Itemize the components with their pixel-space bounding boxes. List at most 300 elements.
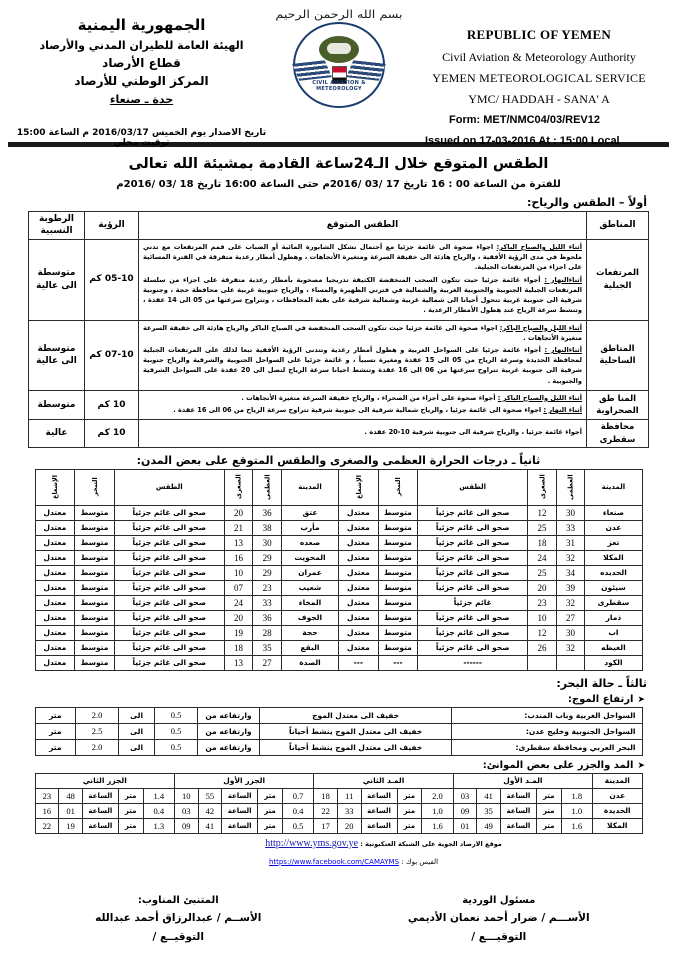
radiation-cell: معتدل — [35, 655, 75, 670]
weather-cell: صحو الى غائم جزئياً — [418, 625, 528, 640]
supervisor-name: الأســـم / ضرار أحمد نعمان الأديمي — [407, 912, 590, 925]
evaporation-cell: متوسط — [378, 535, 418, 550]
weather-cell: صحو الى غائم جزئياً — [418, 580, 528, 595]
radiation-cell: معتدل — [339, 565, 379, 580]
region-humidity: متوسطة الى عالية — [29, 240, 85, 321]
height-label-cell: وارتفاعه من — [197, 707, 259, 723]
col-min-temp: الصغرى — [528, 469, 557, 505]
weather-cell: صحو الى غائم جزئياً — [418, 610, 528, 625]
ebb-2-time-hour-cell: 22 — [35, 818, 59, 833]
flood-2-time-label-cell: الساعة — [361, 803, 397, 818]
min-temp-cell: 13 — [224, 655, 253, 670]
max-temp-cell: 30 — [253, 535, 282, 550]
evaporation-cell: متوسط — [75, 520, 115, 535]
radiation-cell: معتدل — [35, 505, 75, 520]
authority-name-en: Civil Aviation & Meteorology Authority — [442, 49, 636, 64]
height-unit-cell: متر — [35, 707, 76, 723]
ebb-1-height-cell: 0.7 — [282, 788, 313, 803]
table-header-row — [35, 773, 642, 788]
ebb-1-time-label-cell: الساعة — [222, 818, 258, 833]
ebb-2-time-label-cell: الساعة — [82, 803, 118, 818]
table-row — [35, 788, 642, 803]
city-cell: حجة — [281, 625, 338, 640]
temperature-table-body — [35, 505, 642, 670]
ebb-2-height-cell: 1.4 — [143, 788, 174, 803]
ebb-1-height-unit-cell: متر — [258, 803, 283, 818]
flood-2-time-min-cell: 33 — [337, 803, 361, 818]
weather-cell: صحو الى غائم جزئياً — [114, 640, 224, 655]
region-visibility: 07-10 كم — [85, 320, 139, 390]
city-cell: الصدة — [281, 655, 338, 670]
min-temp-cell: 10 — [528, 610, 557, 625]
evaporation-cell: متوسط — [378, 550, 418, 565]
col-evaporation: التبخر — [378, 469, 418, 505]
col-weather: الطقس — [418, 469, 528, 505]
flood-1-height-cell: 1.0 — [561, 803, 592, 818]
max-temp-cell: 29 — [253, 550, 282, 565]
ebb-2-height-cell: 0.4 — [143, 803, 174, 818]
weather-cell: صحو الى غائم جزئياً — [114, 580, 224, 595]
region-name: المناطق الساحلية — [587, 320, 649, 390]
flood-2-time-hour-cell: 17 — [314, 818, 338, 833]
temperature-table — [35, 469, 643, 671]
min-temp-cell: 20 — [224, 505, 253, 520]
region-forecast — [139, 240, 587, 321]
table-row — [35, 739, 642, 755]
radiation-cell: معتدل — [35, 595, 75, 610]
evaporation-cell: متوسط — [75, 625, 115, 640]
max-temp-cell: 30 — [556, 625, 585, 640]
min-temp-cell: 13 — [224, 535, 253, 550]
evaporation-cell: متوسط — [378, 565, 418, 580]
tide-city-cell: عدن — [593, 788, 642, 803]
col-ebb-1: الجزر الأول — [175, 773, 314, 788]
min-temp-cell: 18 — [224, 640, 253, 655]
night-text: أجواء غائمة جزئيا ، والرياح شرقية الى جنوبية شرقية 10-20 عقدة . — [364, 428, 582, 437]
radiation-cell: --- — [339, 655, 379, 670]
city-cell: صعده — [281, 535, 338, 550]
region-name: المرتفعات الجبلية — [587, 240, 649, 321]
col-flood-1: المـد الأول — [453, 773, 592, 788]
facebook-label: الفيس بوك : — [401, 857, 439, 866]
region-forecast — [139, 320, 587, 390]
website-label: موقع الارصاد الجوية على الشبكة العنكبوتية : — [360, 839, 502, 848]
city-cell: صنعاء — [585, 505, 642, 520]
issue-date-ar: تاريخ الاصدار يوم الخميس 2016/03/17 م الساعة 15:00 توقيت محلي — [16, 127, 267, 148]
flood-1-time-min-cell: 35 — [477, 803, 501, 818]
radiation-cell: معتدل — [35, 565, 75, 580]
region-humidity: عالية — [29, 420, 85, 448]
night-label: أثناء الليل والصباح الباكر: — [496, 243, 582, 251]
evaporation-cell: متوسط — [75, 565, 115, 580]
weather-cell: صحو الى غائم جزئياً — [114, 535, 224, 550]
night-label: أثناء الليل والصباح الباكر : — [497, 393, 582, 402]
table-row — [35, 550, 642, 565]
day-label: أثناءالنهار : — [544, 345, 582, 354]
max-temp-cell: 28 — [253, 625, 282, 640]
height-to-cell: 2.0 — [76, 707, 119, 723]
city-cell: مأرب — [281, 520, 338, 535]
table-row — [35, 803, 642, 818]
ebb-2-time-min-cell: 48 — [59, 788, 83, 803]
city-cell: الغيظه — [585, 640, 642, 655]
col-radiation: الإشعاع — [35, 469, 75, 505]
header-arabic-block — [14, 8, 269, 148]
col-visibility: الرؤية — [85, 212, 139, 240]
coast-name-cell: البحر العربي ومحافظة سقطرى: — [452, 739, 642, 755]
region-forecast — [139, 390, 587, 419]
day-label: أثناء النهار : — [543, 406, 582, 415]
facebook-link[interactable]: https://www.facebook.com/CAMAYMS — [268, 857, 400, 866]
city-cell: المخاء — [281, 595, 338, 610]
logo-block — [269, 8, 409, 108]
min-temp-cell: 18 — [528, 535, 557, 550]
flood-2-time-label-cell: الساعة — [361, 788, 397, 803]
ebb-1-time-hour-cell: 09 — [175, 818, 199, 833]
height-from-cell: 0.5 — [155, 739, 198, 755]
radiation-cell: معتدل — [339, 625, 379, 640]
website-row — [0, 838, 677, 849]
radiation-cell: معتدل — [339, 535, 379, 550]
radiation-cell: معتدل — [339, 640, 379, 655]
min-temp-cell: 12 — [528, 625, 557, 640]
flood-2-time-hour-cell: 22 — [314, 803, 338, 818]
ebb-2-height-unit-cell: متر — [118, 788, 143, 803]
city-cell: عدن — [585, 520, 642, 535]
table-row — [35, 640, 642, 655]
center-name-ar: المركز الوطني للأرصاد — [74, 74, 209, 89]
city-cell: المكلا — [585, 550, 642, 565]
evaporation-cell: متوسط — [75, 640, 115, 655]
header-english-block — [409, 8, 663, 152]
region-visibility: 05-10 كم — [85, 240, 139, 321]
region-visibility: 10 كم — [85, 390, 139, 419]
section-1-heading: أولاً – الطقس والرياح: — [526, 196, 647, 209]
ebb-2-time-label-cell: الساعة — [82, 788, 118, 803]
weather-cell: صحو الى غائم جزئياً — [114, 550, 224, 565]
city-cell: الكود — [585, 655, 642, 670]
section-3-heading: ثالثاً ـ حالة البحر: — [556, 676, 647, 690]
evaporation-cell: متوسط — [75, 655, 115, 670]
region-visibility: 10 كم — [85, 420, 139, 448]
max-temp-cell: 36 — [253, 610, 282, 625]
flood-2-time-min-cell: 11 — [337, 788, 361, 803]
max-temp-cell: 29 — [253, 565, 282, 580]
day-text: اجواء صحوة الى غائمة جزئيا ، والرياح شمالية شرقية الى جنوبية شرقية تتراوح سرعة الرياح من 06 الى 16 عقدة . — [173, 406, 544, 415]
flood-1-height-cell: 1.8 — [561, 788, 592, 803]
ebb-1-height-unit-cell: متر — [258, 818, 283, 833]
coast-name-cell: السواحل الجنوبية وخليج عدن: — [452, 723, 642, 739]
max-temp-cell: 35 — [253, 640, 282, 655]
region-humidity: متوسطة الى عالية — [29, 320, 85, 390]
col-max-temp: العظمى — [253, 469, 282, 505]
tide-city-cell: الحديدة — [593, 803, 642, 818]
sea-state-cell: خفيف الى معتدل الموج — [259, 707, 451, 723]
region-name: المنا طق الصحراوية — [587, 390, 649, 419]
evaporation-cell: متوسط — [378, 625, 418, 640]
radiation-cell: معتدل — [339, 550, 379, 565]
table-header-row — [35, 469, 642, 505]
weather-cell: صحو الى غائم جزئياً — [418, 550, 528, 565]
flood-1-time-hour-cell: 03 — [453, 788, 477, 803]
min-temp-cell: 20 — [528, 580, 557, 595]
min-temp-cell — [528, 655, 557, 670]
day-text: أجواء غائمة جزئيا على السواحل الغربية و هطول أمطار رعدية وتتدنى الرؤية الأفقية تبعا لذلك على المرتفعات الجبلية لمحافظة الحديدة وسرعة الرياح من 05 الى 15 عقدة ومغيرة نسبياً ، و غائمة جزئيا على السواحل الجنوبية والشرقية والرياح جنوبية شرقية الى جنوبية غربية تتراوح سرعتها من 06 الى 16 عقدة وتنشط احيانا سرعة الرياح لتصل الى 20 عقدة على السواحل الشرقية والجنوبية . — [143, 345, 583, 385]
min-temp-cell: 10 — [224, 565, 253, 580]
max-temp-cell: 33 — [253, 595, 282, 610]
flood-1-height-unit-cell: متر — [536, 803, 561, 818]
evaporation-cell: متوسط — [378, 640, 418, 655]
col-forecast: الطقس المتوقع — [139, 212, 587, 240]
country-name-ar: الجمهورية اليمنية — [77, 16, 206, 34]
city-cell: تعز — [585, 535, 642, 550]
validity-period: للفترة من الساعة 00 : 16 تاريخ 17 /03 /2016م حتى الساعة 16:00 تاريخ 18 /03 /2016م — [116, 179, 561, 190]
weather-cell: صحو الى غائم جزئياً — [114, 625, 224, 640]
col-regions: المناطق — [587, 212, 649, 240]
issued-on-en: Issued on 17-03-2016 At : 15:00 Local — [425, 134, 620, 147]
max-temp-cell: 31 — [556, 535, 585, 550]
basmala-calligraphy: بسم الله الرحمن الرحيم — [275, 8, 403, 21]
wave-table-body — [35, 707, 642, 755]
max-temp-cell: 39 — [556, 580, 585, 595]
max-temp-cell: 32 — [556, 595, 585, 610]
tide-city-cell: المكلا — [593, 818, 642, 833]
height-from-cell: 0.5 — [155, 707, 198, 723]
max-temp-cell — [556, 655, 585, 670]
max-temp-cell: 32 — [556, 550, 585, 565]
supervisor-signature: التوقيـــع / — [471, 930, 527, 943]
height-to-word-cell: الى — [118, 739, 154, 755]
ebb-1-time-label-cell: الساعة — [222, 803, 258, 818]
ebb-2-height-cell: 1.3 — [143, 818, 174, 833]
max-temp-cell: 27 — [253, 655, 282, 670]
page-title: الطقس المتوقع خلال الـ24ساعة القادمة بمشيئة الله تعالى — [128, 156, 549, 172]
max-temp-cell: 34 — [556, 565, 585, 580]
max-temp-cell: 32 — [556, 640, 585, 655]
region-name: محافظة سقطرى — [587, 420, 649, 448]
city-cell: الجوف — [281, 610, 338, 625]
city-cell: شعيب — [281, 580, 338, 595]
city-cell: سيئون — [585, 580, 642, 595]
max-temp-cell: 23 — [253, 580, 282, 595]
cloud-icon — [327, 43, 351, 54]
wing-right-icon — [346, 60, 386, 80]
col-flood-2: المـد الثاني — [314, 773, 453, 788]
ebb-1-time-min-cell: 41 — [198, 818, 222, 833]
weather-cell: صحو الى غائم جزئياً — [418, 535, 528, 550]
flood-2-height-unit-cell: متر — [397, 818, 422, 833]
height-unit-cell: متر — [35, 739, 76, 755]
ebb-2-height-unit-cell: متر — [118, 818, 143, 833]
radiation-cell: معتدل — [339, 580, 379, 595]
city-cell: البقع — [281, 640, 338, 655]
signature-footer — [0, 892, 677, 946]
ebb-2-time-min-cell: 19 — [59, 818, 83, 833]
min-temp-cell: 07 — [224, 580, 253, 595]
flood-1-time-label-cell: الساعة — [500, 818, 536, 833]
table-row — [29, 240, 649, 321]
ebb-1-time-label-cell: الساعة — [222, 788, 258, 803]
col-weather: الطقس — [114, 469, 224, 505]
wave-height-heading: ➤ارتفاع الموج: — [567, 693, 645, 705]
height-unit-cell: متر — [35, 723, 76, 739]
evaporation-cell: متوسط — [378, 505, 418, 520]
table-row — [35, 625, 642, 640]
table-row — [35, 535, 642, 550]
ebb-1-height-cell: 0.4 — [282, 803, 313, 818]
min-temp-cell: 24 — [528, 550, 557, 565]
authority-name-ar: الهيئة العامة للطيران المدني والأرصاد — [39, 38, 244, 52]
col-ebb-2: الجزر الثاني — [35, 773, 175, 788]
min-temp-cell: 26 — [528, 640, 557, 655]
weather-cell: صحو الى غائم جزئياً — [114, 565, 224, 580]
city-cell: سقطرى — [585, 595, 642, 610]
city-cell: ذمار — [585, 610, 642, 625]
weather-cell: صحو الى غائم جزئياً — [114, 505, 224, 520]
forecaster-role: المتنبئ المناوب: — [137, 894, 219, 906]
section-2-heading: ثانياً ـ درجات الحرارة العظمى والصغرى والطقس المتوقع على بعض المدن: — [136, 453, 541, 467]
authority-emblem-icon — [293, 22, 385, 108]
flood-1-time-label-cell: الساعة — [500, 803, 536, 818]
tide-heading: ➤المد والجزر على بعض الموانئ: — [482, 759, 645, 771]
weather-cell: غائم جزئياً — [418, 595, 528, 610]
evaporation-cell: متوسط — [75, 610, 115, 625]
document-header — [0, 0, 677, 148]
ebb-2-time-hour-cell: 23 — [35, 788, 59, 803]
night-text: أجواء صحوة على أجزاء من الصحراء ، والرياح خفيفة السرعة متغيرة الأتجاهات . — [241, 393, 498, 402]
city-cell: الحديده — [585, 565, 642, 580]
height-to-cell: 2.0 — [76, 739, 119, 755]
max-temp-cell: 30 — [556, 505, 585, 520]
radiation-cell: معتدل — [339, 505, 379, 520]
table-row — [35, 723, 642, 739]
col-humidity: الرطوبة النسبية — [29, 212, 85, 240]
evaporation-cell: متوسط — [75, 505, 115, 520]
supervisor-role: مسئول الوردية — [462, 894, 536, 906]
radiation-cell: معتدل — [339, 595, 379, 610]
max-temp-cell: 27 — [556, 610, 585, 625]
evaporation-cell: --- — [378, 655, 418, 670]
radiation-cell: معتدل — [35, 625, 75, 640]
max-temp-cell: 36 — [253, 505, 282, 520]
col-tide-city: المدينة — [593, 773, 642, 788]
evaporation-cell: متوسط — [378, 610, 418, 625]
weather-cell: صحو الى غائم جزئياً — [114, 610, 224, 625]
ebb-1-time-hour-cell: 03 — [175, 803, 199, 818]
table-header-row — [29, 212, 649, 240]
min-temp-cell: 25 — [528, 565, 557, 580]
flood-1-time-hour-cell: 09 — [453, 803, 477, 818]
max-temp-cell: 33 — [556, 520, 585, 535]
height-to-word-cell: الى — [118, 707, 154, 723]
flood-2-height-cell: 1.0 — [422, 803, 453, 818]
table-row — [35, 580, 642, 595]
night-label: أثناء الليل والصباح الباكر: — [499, 323, 582, 332]
evaporation-cell: متوسط — [75, 595, 115, 610]
weather-cell: صحو الى غائم جزئياً — [418, 505, 528, 520]
ebb-1-height-cell: 0.5 — [282, 818, 313, 833]
evaporation-cell: متوسط — [378, 520, 418, 535]
table-row — [35, 520, 642, 535]
min-temp-cell: 21 — [224, 520, 253, 535]
table-row — [29, 390, 649, 419]
min-temp-cell: 20 — [224, 610, 253, 625]
evaporation-cell: متوسط — [75, 550, 115, 565]
city-cell: اب — [585, 625, 642, 640]
col-max-temp: العظمى — [556, 469, 585, 505]
ebb-1-time-min-cell: 55 — [198, 788, 222, 803]
website-link[interactable]: http://www.yms.gov.ye — [265, 837, 359, 849]
city-cell: عمران — [281, 565, 338, 580]
radiation-cell: معتدل — [35, 520, 75, 535]
sea-state-cell: خفيف الى معتدل الموج ينشط أحياناً — [259, 739, 451, 755]
weather-wind-table — [28, 211, 649, 448]
day-text: أجواء غائمة جزئيا حيث تتكون السحب المنخفضة الكثيفة تدريجيا مصحوبة بأمطار رعدية متفرقة على اجزاء من سلسلة المرتفعات الجبلية الجنوبية والجنوبية الغربية والشمالية في فترتي الظهيرة والمساء ، والرياح جنوبية غربية على محافظة حجة ، وجنوبية شرقية الى جنوبية غربية تتحول أحيانا الى شمالية غربية وشمالية شرقية على بقية المحافظات ، وتتراوح سرعتها من 05 الى 14 عقدة ، وتنشط سرعة الرياح عند هطول الأمطار الرعدية . — [143, 275, 582, 315]
flood-1-time-label-cell: الساعة — [500, 788, 536, 803]
radiation-cell: معتدل — [339, 520, 379, 535]
flood-1-height-unit-cell: متر — [536, 788, 561, 803]
min-temp-cell: 16 — [224, 550, 253, 565]
city-cell: عتق — [281, 505, 338, 520]
min-temp-cell: 19 — [224, 625, 253, 640]
weather-cell: صحو الى غائم جزئياً — [114, 655, 224, 670]
col-radiation: الإشعاع — [339, 469, 379, 505]
radiation-cell: معتدل — [339, 610, 379, 625]
flood-1-time-hour-cell: 01 — [453, 818, 477, 833]
min-temp-cell: 23 — [528, 595, 557, 610]
form-number: Form: MET/NMC04/03/REV12 — [449, 113, 600, 126]
bullet-icon: ➤ — [637, 760, 645, 771]
evaporation-cell: متوسط — [378, 580, 418, 595]
weather-cell: صحو الى غائم جزئياً — [114, 520, 224, 535]
office-code-en: YMC/ HADDAH - SANA' A — [468, 91, 610, 106]
sector-name-ar: قطاع الأرصاد — [102, 55, 181, 70]
facebook-row — [0, 858, 677, 866]
col-evaporation: التبخر — [75, 469, 115, 505]
ebb-2-time-min-cell: 01 — [59, 803, 83, 818]
table-row — [35, 505, 642, 520]
table-row — [35, 595, 642, 610]
table-row — [29, 420, 649, 448]
evaporation-cell: متوسط — [378, 595, 418, 610]
city-cell: المحويت — [281, 550, 338, 565]
bullet-icon: ➤ — [637, 694, 645, 705]
radiation-cell: معتدل — [35, 550, 75, 565]
region-humidity: متوسطة — [29, 390, 85, 419]
forecaster-block — [18, 892, 339, 946]
ebb-2-time-label-cell: الساعة — [82, 818, 118, 833]
col-city: المدينة — [585, 469, 642, 505]
flood-2-time-min-cell: 20 — [337, 818, 361, 833]
tide-table-body — [35, 788, 642, 833]
emblem-ring-text: CIVIL AVIATION & METEOROLOGY — [312, 80, 366, 92]
flood-2-height-cell: 1.6 — [422, 818, 453, 833]
ebb-2-height-unit-cell: متر — [118, 803, 143, 818]
service-name-en: YEMEN METEOROLOGICAL SERVICE — [432, 70, 646, 85]
country-name-en: REPUBLIC OF YEMEN — [466, 27, 612, 42]
col-min-temp: الصغرى — [224, 469, 253, 505]
day-label: أثناءالنهار : — [544, 275, 583, 284]
ebb-1-time-hour-cell: 10 — [175, 788, 199, 803]
night-text: اجواء صحوة الى غائمة جزئيا مع أحتمال تشكل الشابورة المائية أو الضباب على قمم المرتفعات مع تدني ملحوظ في مدى الرؤية الأفقية ، والرياح هادئة الى خفيفة السرعة ومتغيرة الأتجاهات ، وهطول أمطار رعدية متفرقة في الفترة المسائية على اجزاء من المرتفعات الجبلية. — [143, 243, 582, 272]
flood-1-height-cell: 1.6 — [561, 818, 592, 833]
col-city: المدينة — [281, 469, 338, 505]
forecaster-name: الأســم / عبدالرزاق أحمد عبدالله — [95, 912, 262, 925]
height-label-cell: وارتفاعه من — [197, 723, 259, 739]
shift-supervisor-block — [339, 892, 660, 946]
ebb-2-time-hour-cell: 16 — [35, 803, 59, 818]
weather-cell: ------ — [418, 655, 528, 670]
